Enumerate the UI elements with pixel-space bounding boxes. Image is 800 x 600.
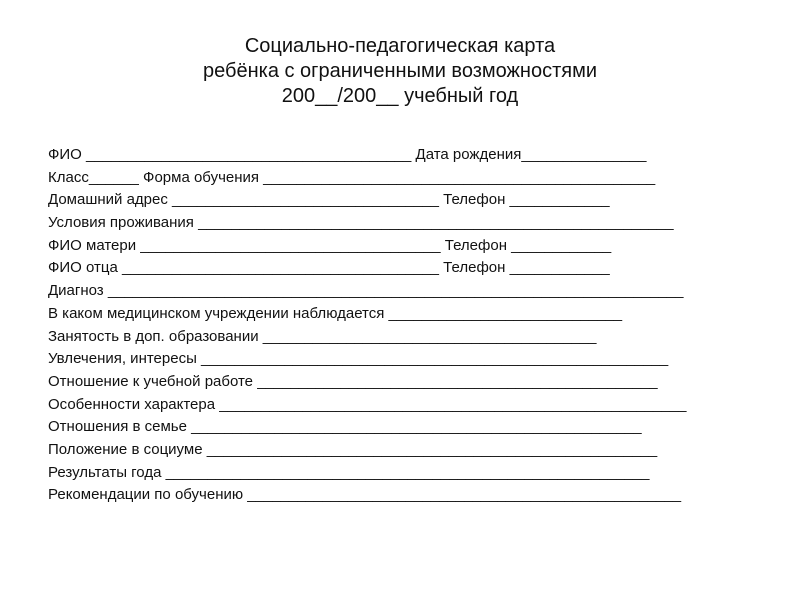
field-character: Особенности характера ________________________________________________________: [48, 395, 687, 413]
field-family-relations: Отношения в семье ______________________________________________________: [48, 418, 642, 436]
title-line-3: 200__/200__ учебный год: [281, 85, 519, 107]
document-title: [0, 34, 800, 109]
field-social-position: Положение в социуме ______________________________________________________: [48, 440, 658, 458]
field-father: ФИО отца ______________________________________ Телефон ____________: [48, 259, 610, 277]
field-hobbies: Увлечения, интересы ________________________________________________________: [48, 350, 669, 368]
field-fio: ФИО _______________________________________ Дата рождения_______________: [48, 146, 647, 163]
title-line-1: Социально-педагогическая карта: [244, 35, 556, 57]
field-recommendations: Рекомендации по обучению ____________________________________________________: [48, 486, 682, 504]
field-mother: ФИО матери ____________________________________ Телефон ____________: [48, 236, 612, 254]
form-fields: [48, 144, 686, 507]
field-diagnosis: Диагноз _____________________________________________________________________: [48, 282, 684, 300]
field-medical-institution: В каком медицинском учреждении наблюдается ____________________________: [48, 304, 623, 322]
field-home-address: Домашний адрес ________________________________ Телефон ____________: [48, 191, 610, 209]
field-year-results: Результаты года __________________________________________________________: [48, 463, 650, 481]
field-study-attitude: Отношение к учебной работе ________________________________________________: [48, 372, 658, 390]
field-extra-education: Занятость в доп. образовании ________________________________________: [48, 327, 597, 345]
title-line-2: ребёнка с ограниченными возможностями: [202, 60, 597, 82]
field-class: Класс______ Форма обучения _______________________________________________: [48, 168, 656, 186]
field-living-conditions: Условия проживания _________________________________________________________: [48, 214, 674, 232]
